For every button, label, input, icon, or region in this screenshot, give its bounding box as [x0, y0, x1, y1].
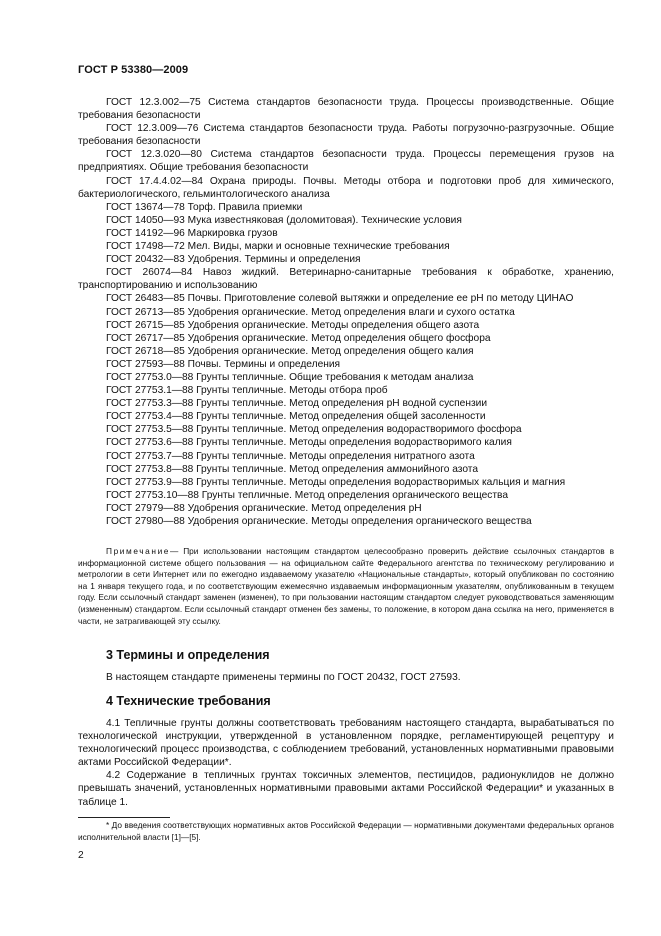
- page-number: 2: [78, 850, 84, 861]
- reference-item: ГОСТ 27753.6—88 Грунты тепличные. Методы определения водорастворимого калия: [106, 437, 512, 449]
- reference-item: ГОСТ 26717—85 Удобрения органические. Метод определения общего фосфора: [106, 332, 491, 344]
- reference-item: ГОСТ 12.3.002—75 Система стандартов безопасности труда. Процессы производственные. Общие требования безопасности: [78, 97, 614, 122]
- footnote: * До введения соответствующих нормативных актов Российской Федерации — нормативными документами федеральных органов исполнительной власти [1]—[5].: [78, 820, 614, 842]
- reference-item: ГОСТ 14192—96 Маркировка грузов: [106, 227, 278, 239]
- note-label: Примечание: [106, 546, 171, 556]
- footnote-divider: [78, 817, 170, 818]
- reference-item: ГОСТ 26718—85 Удобрения органические. Метод определения общего калия: [106, 345, 474, 357]
- references-note: [78, 546, 614, 627]
- clause-4-2: 4.2 Содержание в тепличных грунтах токсичных элементов, пестицидов, радионуклидов не должно превышать значений, установленных нормативными правовыми актами Российской Федерации* и указанных в таблице 1.: [78, 770, 614, 808]
- reference-item: ГОСТ 26074—84 Навоз жидкий. Ветеринарно-санитарные требования к обработке, хранению, транспортированию и использованию: [78, 267, 614, 292]
- reference-item: ГОСТ 26715—85 Удобрения органические. Методы определения общего азота: [106, 319, 480, 331]
- section-3-heading: 3 Термины и определения: [106, 648, 270, 662]
- reference-item: ГОСТ 27753.10—88 Грунты тепличные. Метод определения органического вещества: [106, 489, 509, 501]
- reference-item: ГОСТ 27753.9—88 Грунты тепличные. Методы определения водорастворимых кальция и магния: [106, 476, 566, 488]
- reference-item: ГОСТ 26713—85 Удобрения органические. Метод определения влаги и сухого остатка: [106, 306, 515, 318]
- reference-item: ГОСТ 17.4.4.02—84 Охрана природы. Почвы. Методы отбора и подготовки проб для химического, бактериологического, гельминтологического анализа: [78, 175, 614, 200]
- reference-item: ГОСТ 27753.5—88 Грунты тепличные. Метод определения водорастворимого фосфора: [106, 424, 522, 436]
- reference-item: ГОСТ 27753.8—88 Грунты тепличные. Метод определения аммонийного азота: [106, 463, 479, 475]
- reference-item: ГОСТ 13674—78 Торф. Правила приемки: [106, 201, 303, 213]
- note-text: — При использовании настоящим стандартом целесообразно проверить действие ссылочных стандартов в информационной системе общего пользования — на официальном сайте Федерального агентства по техническому регулированию и метрологии в сети Интернет или по ежегодно издаваемому указателю «Национальные стандарты», который опубликован по состоянию на 1 января текущего года, и по соответствующим ежемесячно издаваемым информационным указателям, опубликованным в текущем году. Если ссылочный стандарт заменен (изменен), то при пользовании настоящим стандартом следует руководствоваться заменяющим (измененным) стандартом. Если ссылочный стандарт отменен без замены, то положение, в котором дана ссылка на него, применяется в части, не затрагивающей эту ссылку.: [78, 546, 614, 626]
- reference-item: ГОСТ 27753.3—88 Грунты тепличные. Метод определения pH водной суспензии: [106, 398, 488, 410]
- reference-item: ГОСТ 27980—88 Удобрения органические. Методы определения органического вещества: [106, 516, 532, 527]
- normative-references-list: [78, 96, 614, 528]
- reference-item: ГОСТ 27753.4—88 Грунты тепличные. Метод определения общей засоленности: [106, 411, 486, 423]
- clause-4-1: 4.1 Тепличные грунты должны соответствовать требованиям настоящего стандарта, вырабатываться по технологической инструкции, утвержденной в установленном порядке, регламентирующей рецептуру и технологический процесс производства, с соблюдением требований, установленных нормативными правовыми актами Российской Федерации*.: [78, 718, 614, 769]
- reference-item: ГОСТ 27593—88 Почвы. Термины и определения: [106, 358, 341, 370]
- reference-item: ГОСТ 12.3.020—80 Система стандартов безопасности труда. Процессы перемещения грузов на предприятиях. Общие требования безопасности: [78, 149, 614, 174]
- reference-item: ГОСТ 26483—85 Почвы. Приготовление солевой вытяжки и определение ее pH по методу ЦИНАО: [106, 293, 574, 305]
- reference-item: ГОСТ 12.3.009—76 Система стандартов безопасности труда. Работы погрузочно-разгрузочные. Общие требования безопасности: [78, 123, 614, 148]
- reference-item: ГОСТ 27753.0—88 Грунты тепличные. Общие требования к методам анализа: [106, 371, 474, 383]
- section-3-text: В настоящем стандарте применены термины по ГОСТ 20432, ГОСТ 27593.: [106, 672, 461, 683]
- reference-item: ГОСТ 27753.7—88 Грунты тепличные. Методы определения нитратного азота: [106, 450, 475, 462]
- reference-item: ГОСТ 14050—93 Мука известняковая (доломитовая). Технические условия: [106, 214, 462, 226]
- section-4-heading: 4 Технические требования: [106, 694, 271, 708]
- reference-item: ГОСТ 27753.1—88 Грунты тепличные. Методы отбора проб: [106, 385, 388, 397]
- section-4-body: [78, 717, 614, 809]
- reference-item: ГОСТ 27979—88 Удобрения органические. Метод определения pH: [106, 502, 422, 514]
- reference-item: ГОСТ 17498—72 Мел. Виды, марки и основные технические требования: [106, 241, 450, 253]
- reference-item: ГОСТ 20432—83 Удобрения. Термины и определения: [106, 254, 361, 266]
- document-code-header: ГОСТ Р 53380—2009: [78, 64, 189, 76]
